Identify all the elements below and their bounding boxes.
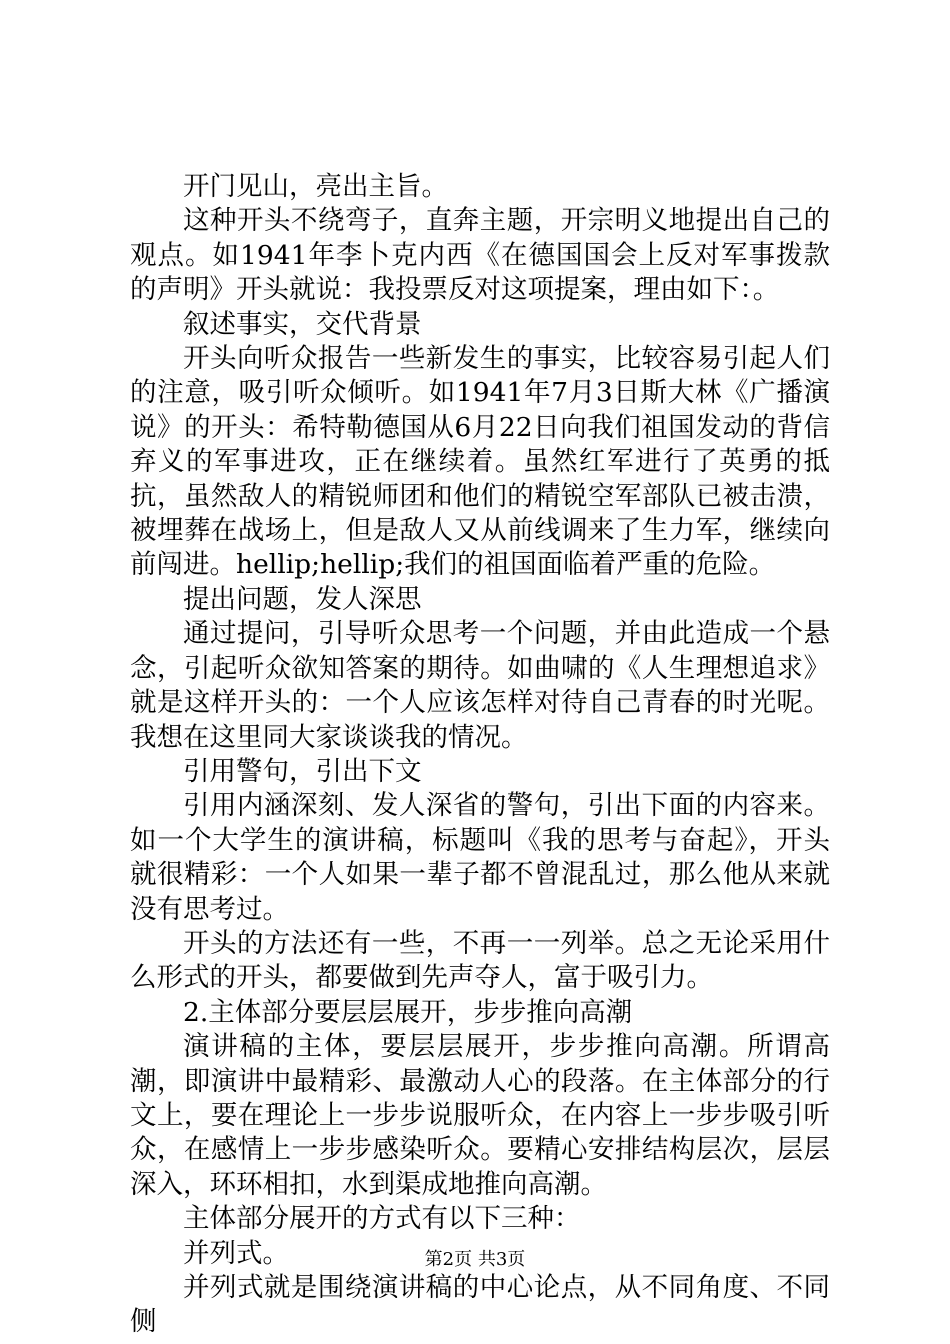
paragraph: 开头的方法还有一些，不再一一列举。总之无论采用什么形式的开头，都要做到先声夺人，富于吸引力。 bbox=[130, 927, 830, 994]
paragraph: 这种开头不绕弯子，直奔主题，开宗明义地提出自己的观点。如1941年李卜克内西《在德国国会上反对军事拨款的声明》开头就说：我投票反对这项提案，理由如下：。 bbox=[130, 205, 830, 306]
page-indicator: 第2页 共3页 bbox=[424, 1249, 526, 1270]
paragraph: 并列式。 bbox=[183, 1237, 289, 1269]
paragraph: 引用警句，引出下文 bbox=[183, 755, 422, 787]
paragraph: 开头向听众报告一些新发生的事实，比较容易引起人们的注意，吸引听众倾听。如1941年7月3日斯大林《广播演说》的开头：希特勒德国从6月22日向我们祖国发动的背信弃义的军事进攻，正在继续着。虽然红军进行了英勇的抵抗，虽然敌人的精锐师团和他们的精锐空军部队已被击溃，被埋葬在战场上，但是敌人又从前线调来了生力军，继续向前闯进。hellip;hellip;我们的祖国面临着严重的危险。 bbox=[130, 343, 830, 581]
paragraph: 叙述事实，交代背景 bbox=[183, 308, 422, 340]
paragraph: 提出问题，发人深思 bbox=[183, 583, 422, 615]
paragraph: 通过提问，引导听众思考一个问题，并由此造成一个悬念，引起听众欲知答案的期待。如曲啸的《人生理想追求》就是这样开头的：一个人应该怎样对待自己青春的时光呢。我想在这里同大家谈谈我的情况。 bbox=[130, 618, 830, 753]
paragraph: 引用内涵深刻、发人深省的警句，引出下面的内容来。如一个大学生的演讲稿，标题叫《我的思考与奋起》，开头就很精彩：一个人如果一辈子都不曾混乱过，那么他从来就没有思考过。 bbox=[130, 790, 830, 925]
section-heading: 2.主体部分要层层展开，步步推向高潮 bbox=[183, 996, 633, 1028]
page-footer bbox=[0, 1245, 950, 1271]
document-body bbox=[130, 170, 830, 1340]
paragraph: 并列式就是围绕演讲稿的中心论点，从不同角度、不同侧 bbox=[130, 1272, 830, 1338]
paragraph: 开门见山，亮出主旨。 bbox=[183, 171, 448, 202]
paragraph: 演讲稿的主体，要层层展开，步步推向高潮。所谓高潮，即演讲中最精彩、最激动人心的段落。在主体部分的行文上，要在理论上一步步说服听众，在内容上一步步吸引听众，在感情上一步步感染听众。要精心安排结构层次，层层深入，环环相扣，水到渠成地推向高潮。 bbox=[130, 1031, 830, 1200]
paragraph: 主体部分展开的方式有以下三种： bbox=[183, 1203, 581, 1235]
